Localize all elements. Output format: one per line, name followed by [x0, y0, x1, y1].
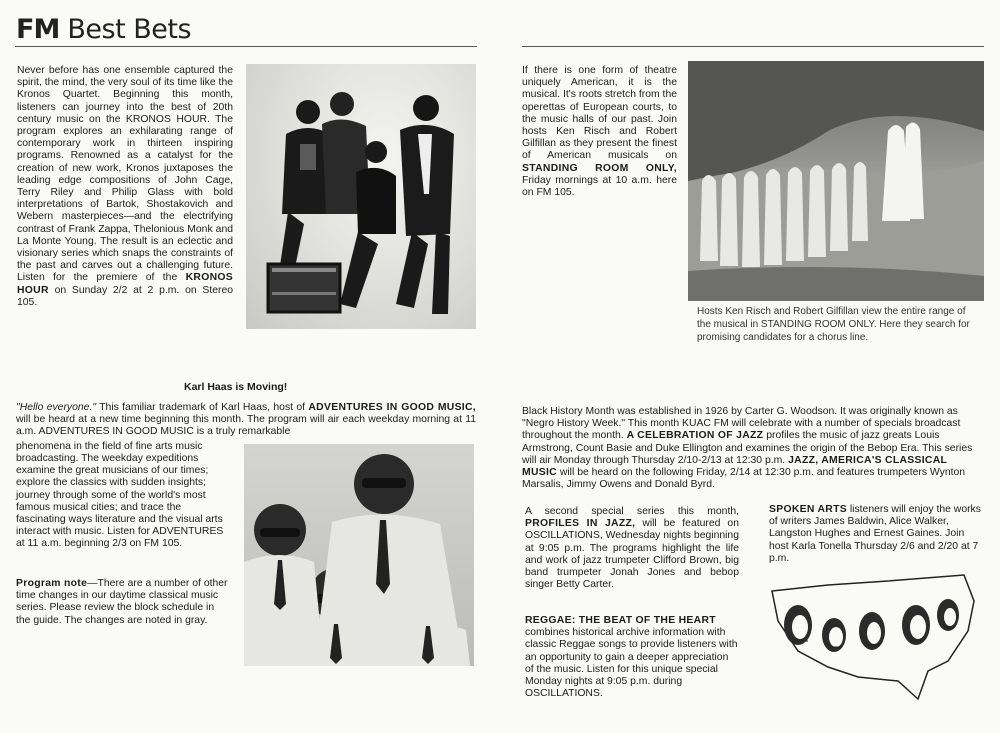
- standing-room-article: [522, 65, 677, 199]
- map-art: [768, 571, 980, 703]
- program-note: [16, 578, 231, 627]
- celebration-jazz-bold: A CELEBRATION OF JAZZ: [626, 430, 764, 442]
- jazz-classical-bold: JAZZ, AMERICA'S CLASSICAL MUSIC: [522, 454, 947, 479]
- masthead-rule-right: [522, 46, 984, 47]
- kronos-quartet-photo: [246, 64, 476, 329]
- haas-intro: [16, 402, 476, 439]
- writers-map-illustration: [768, 571, 980, 703]
- kronos-text: Never before has one ensemble captured the spirit, the mind, the very soul of its time like the Kronos Quartet. Beginning this month, listeners can journey into the best of 20th century music on the KRONOS HOUR. The program explores an exhilarating range of contemporary work in thirteen inspiring programs. Renowned as a catalyst for the creation of new work, Kronos juxtaposes the leading edge compositions of John Cage, Terry Riley and Philip Glass with bold interpretations of Bartok, Shostakovich and Webern masterpieces—and the electrifying contrast of Frank Zappa, Thelonious Monk and La Monte Young. The result is an eclectic and visionary series which snaps the constraints of the past and carves out a challenging future. Listen for the premiere of the: [17, 65, 233, 284]
- haas-body: [16, 453, 231, 551]
- reggae-text: combines historical archive information with classic Reggae songs to provide listeners with an opportunity to gain a deeper appreciation of the music. Listen for this unique special Monday nights at 9:05 p.m. during OSCILLATIONS.: [525, 627, 738, 700]
- masthead-rule-left: [15, 46, 477, 47]
- standing-room-text-end: Friday mornings at 10 a.m. here on FM 105.: [522, 174, 677, 199]
- spoken-arts-article: [769, 504, 984, 565]
- profiles-text: A second special series this month,: [525, 506, 739, 517]
- program-note-label: Program note: [16, 578, 88, 589]
- section-title: Best Bets: [67, 14, 192, 45]
- haas-headline: Karl Haas is Moving!: [184, 381, 288, 393]
- profiles-bold: PROFILES IN JAZZ,: [525, 518, 636, 530]
- haas-phenomena: phenomena in the field of fine arts music: [16, 441, 203, 452]
- engraving-art: [688, 61, 984, 301]
- reggae-article: [525, 615, 739, 700]
- spoken-arts-bold: SPOKEN ARTS: [769, 504, 847, 515]
- black-history-text-3: will be heard on the following Friday, 2/14 at 12:30 p.m. and features trumpeters Wynton Marsalis, Jimmy Owens and Donald Byrd.: [522, 467, 966, 491]
- black-history-text: Black History Month was established in 1926 by Carter G. Woodson. It was originally known as "Negro History Week." This month KUAC FM will celebrate with a number of specials broadcast throughout the month.: [522, 406, 961, 442]
- reggae-bold: REGGAE: THE BEAT OF THE HEART: [525, 615, 716, 626]
- chorus-line-engraving: [688, 61, 984, 301]
- black-history-article: [522, 406, 984, 491]
- jazz-group-photo: [244, 444, 474, 666]
- haas-body-text: broadcasting. The weekday expeditions examine the great musicians of our times; explore the classics with sudden insights; journey through some of the world's most famous musical cities; and trace the fascinating ways literature and the visual arts interact with music. Listen for ADVENTURES at 11 a.m. beginning 2/3 on FM 105.: [16, 453, 224, 550]
- standing-room-caption: Hosts Ken Risch and Robert Gilfillan view the entire range of the musical in STANDING ROOM ONLY. Here they search for promising candidates for a chorus line.: [697, 306, 970, 343]
- haas-text: This familiar trademark of Karl Haas, host of: [99, 402, 306, 413]
- jazz-photo-art: [244, 444, 474, 666]
- haas-quote: "Hello everyone.": [16, 402, 97, 413]
- kronos-article: [17, 65, 233, 309]
- adventures-bold: ADVENTURES IN GOOD MUSIC,: [308, 402, 476, 413]
- fm-logo: FM: [16, 14, 60, 45]
- masthead: [16, 12, 486, 48]
- standing-room-text: If there is one form of theatre uniquely American, it is the musical. It's roots stretch from the operettas of European courts, to the music halls of our past. Join hosts Ken Risch and Robert Gilfillan as they present the finest of American musicals on: [522, 65, 678, 162]
- masthead-title: [16, 14, 191, 45]
- kronos-text-end: on Sunday 2/2 at 2 p.m. on Stereo 105.: [17, 284, 234, 308]
- profiles-text-2: will be featured on OSCILLATIONS, Wednesday nights beginning at 9:05 p.m. The programs highlight the life and work of jazz trumpeter Clifford Brown, big band trumpeter Jonah Jones and bebop singer Betty Carter.: [525, 518, 739, 591]
- kronos-photo-art: [246, 64, 476, 329]
- black-history-text-2: profiles the music of jazz greats Louis Armstrong, Count Basie and Duke Ellington and examines the origin of the Bebop Era. This series will air Monday through Thursday 2/10-2/13 at 12:30 p.m.: [522, 430, 973, 466]
- kronos-hour-bold: KRONOS HOUR: [17, 272, 234, 296]
- haas-text-2: will be heard at a new time beginning this month. The program will air each weekday morning at 11 a.m. ADVENTURES IN GOOD MUSIC is a truly remarkable: [16, 414, 476, 438]
- program-note-text: —There are a number of other time changes in our daytime classical music series. Please review the block schedule in the guide. The changes are noted in gray.: [16, 578, 228, 626]
- profiles-in-jazz-article: [525, 506, 739, 591]
- spoken-arts-text: listeners will enjoy the works of writers James Baldwin, Alice Walker, Langston Hughes and Ernest Gaines. Join host Karla Tonella Thursday 2/6 and 2/20 at 7 p.m.: [769, 504, 981, 564]
- standing-room-bold: STANDING ROOM ONLY,: [522, 162, 677, 174]
